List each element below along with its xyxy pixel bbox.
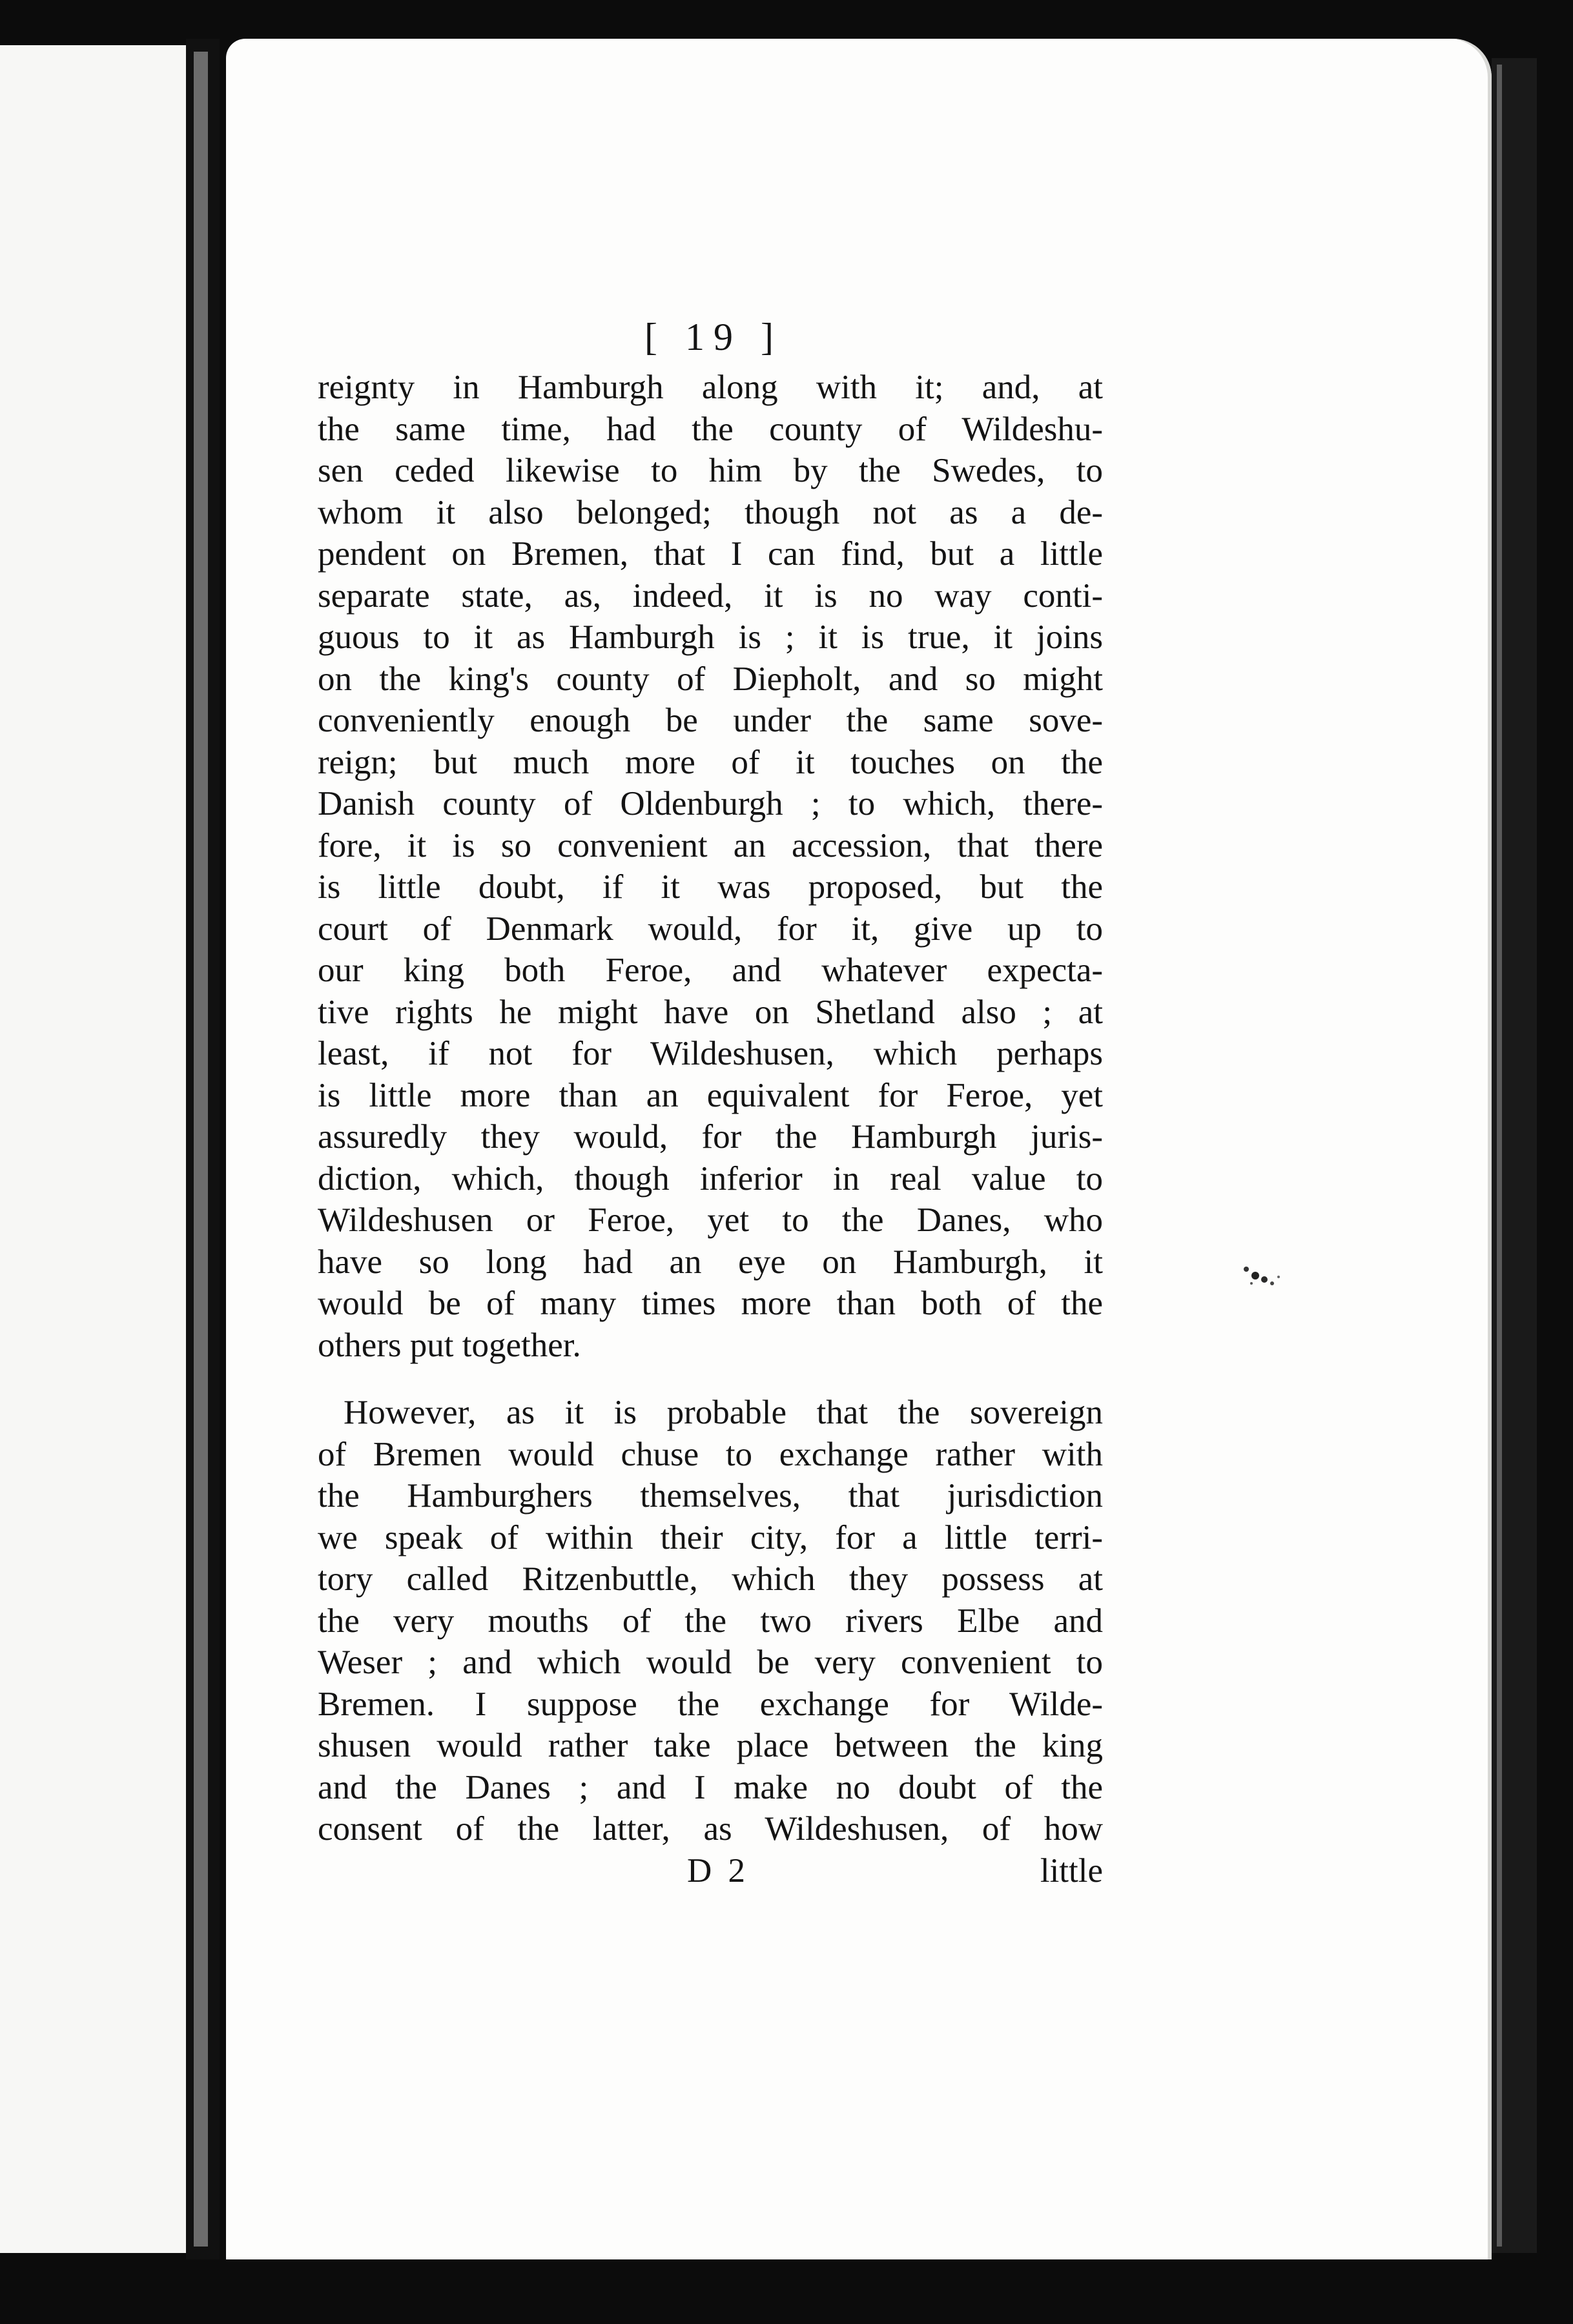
text-line: separate state, as, indeed, it is no way conti- bbox=[318, 576, 1103, 615]
text-line: tive rights he might have on Shetland also ; at bbox=[318, 993, 1103, 1031]
text-line: reignty in Hamburgh along with it; and, at bbox=[318, 369, 1103, 406]
text-line: reign; but much more of it touches on the bbox=[318, 743, 1103, 781]
facing-page bbox=[0, 45, 186, 2253]
text-line: conveniently enough be under the same sove- bbox=[318, 702, 1103, 739]
text-line: of Bremen would chuse to exchange rather with bbox=[318, 1435, 1103, 1473]
text-line: others put together. bbox=[318, 1326, 581, 1364]
text-line: diction, which, though inferior in real value to bbox=[318, 1159, 1103, 1198]
text-line: is little more than an equivalent for Feroe, yet bbox=[318, 1076, 1103, 1114]
page-number: [ 19 ] bbox=[644, 316, 783, 358]
text-line: the same time, had the county of Wildeshu- bbox=[318, 410, 1103, 448]
text-line: fore, it is so convenient an accession, that there bbox=[318, 826, 1103, 864]
text-line: Danish county of Oldenburgh ; to which, there- bbox=[318, 785, 1103, 822]
text-line: guous to it as Hamburgh is ; it is true, it joins bbox=[318, 618, 1103, 656]
text-line: sen ceded likewise to him by the Swedes, to bbox=[318, 452, 1103, 489]
text-line: we speak of within their city, for a little terri- bbox=[318, 1518, 1103, 1556]
text-line: consent of the latter, as Wildeshusen, of how bbox=[318, 1810, 1103, 1848]
text-line: the Hamburghers themselves, that jurisdiction bbox=[318, 1477, 1103, 1514]
ink-smudge bbox=[1233, 1258, 1291, 1296]
text-line: would be of many times more than both of the bbox=[318, 1285, 1103, 1322]
text-line: is little doubt, if it was proposed, but the bbox=[318, 868, 1103, 906]
text-line: Wildeshusen or Feroe, yet to the Danes, who bbox=[318, 1201, 1103, 1239]
body-text bbox=[318, 367, 1103, 1850]
page-footer bbox=[318, 1851, 1103, 1897]
text-line: shusen would rather take place between the king bbox=[318, 1727, 1103, 1764]
text-line: and the Danes ; and I make no doubt of the bbox=[318, 1768, 1103, 1806]
paragraph-1 bbox=[318, 367, 1103, 1366]
gutter-shadow bbox=[194, 52, 208, 2247]
page-edge-highlight bbox=[1497, 65, 1502, 2247]
text-line: tory called Ritzenbuttle, which they possess at bbox=[318, 1560, 1103, 1598]
signature-mark: D 2 bbox=[687, 1852, 750, 1890]
text-line: whom it also belonged; though not as a de- bbox=[318, 493, 1103, 531]
text-line: Weser ; and which would be very convenient to bbox=[318, 1644, 1103, 1681]
text-line: our king both Feroe, and whatever expecta- bbox=[318, 952, 1103, 989]
text-line: Bremen. I suppose the exchange for Wilde- bbox=[318, 1685, 1103, 1723]
text-line: least, if not for Wildeshusen, which perhaps bbox=[318, 1035, 1103, 1072]
paragraph-2 bbox=[318, 1392, 1103, 1850]
catchword: little bbox=[1040, 1852, 1103, 1890]
text-line: assuredly they would, for the Hamburgh juris- bbox=[318, 1118, 1103, 1156]
text-line: However, as it is probable that the sovereign bbox=[344, 1394, 1103, 1431]
text-line: pendent on Bremen, that I can find, but a little bbox=[318, 535, 1103, 573]
text-line: on the king's county of Diepholt, and so might bbox=[318, 660, 1103, 698]
text-line: court of Denmark would, for it, give up to bbox=[318, 910, 1103, 948]
text-line: the very mouths of the two rivers Elbe and bbox=[318, 1602, 1103, 1640]
text-line: have so long had an eye on Hamburgh, it bbox=[318, 1243, 1103, 1281]
